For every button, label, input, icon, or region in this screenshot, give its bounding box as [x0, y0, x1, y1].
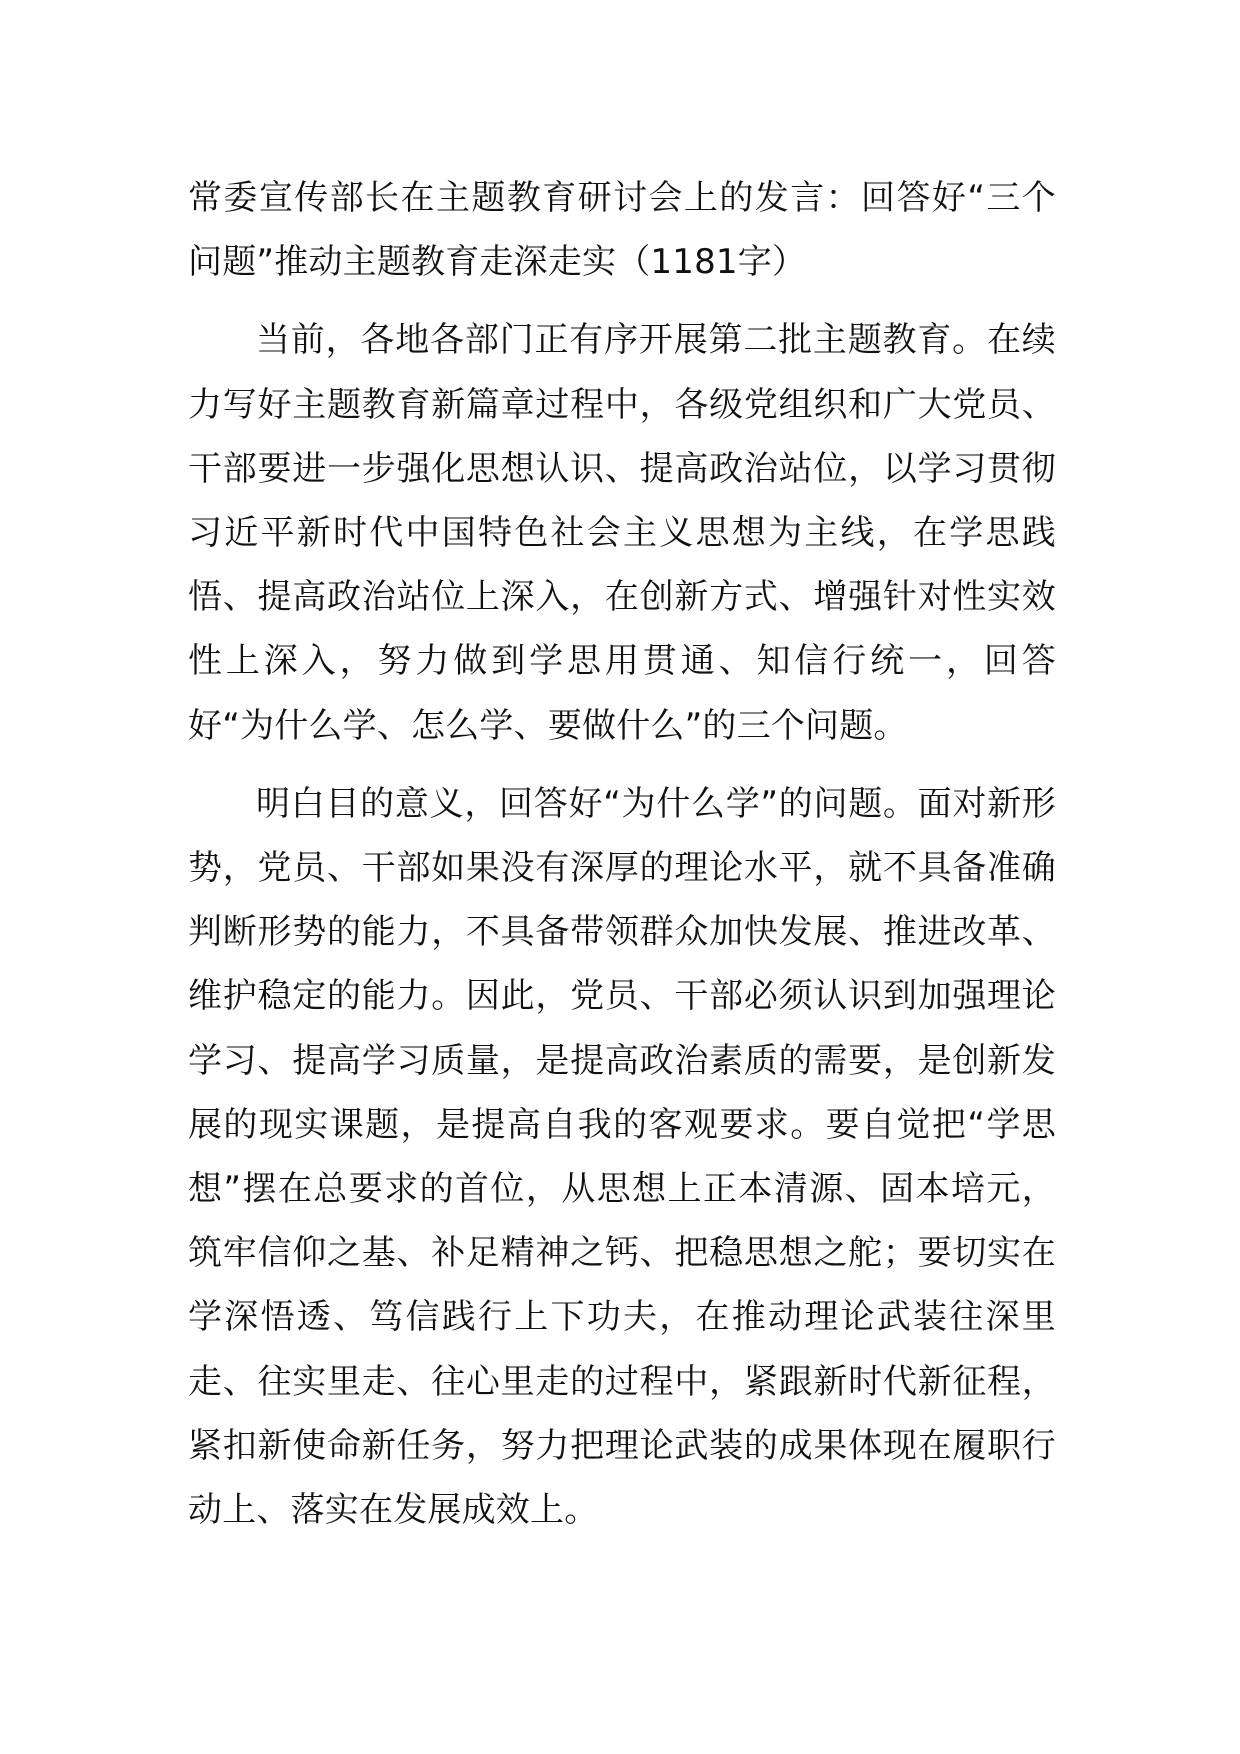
document-title: 常委宣传部长在主题教育研讨会上的发言：回答好“三个问题”推动主题教育走深走实（1181字） [188, 178, 1056, 283]
paragraph-why-learn: 明白目的意义，回答好“为什么学”的问题。面对新形势，党员、干部如果没有深厚的理论水平，就不具备准确判断形势的能力，不具备带领群众加快发展、推进改革、维护稳定的能力。因此，党员、干部必须认识到加强理论学习、提高学习质量，是提高政治素质的需要，是创新发展的现实课题，是提高自我的客观要求。要自觉把“学思想”摆在总要求的首位，从思想上正本清源、固本培元，筑牢信仰之基、补足精神之钙、把稳思想之舵；要切实在学深悟透、笃信践行上下功夫，在推动理论武装往深里走、往实里走、往心里走的过程中，紧跟新时代新征程，紧扣新使命新任务，努力把理论武装的成果体现在履职行动上、落实在发展成效上。 [188, 783, 1056, 1531]
paragraph-intro: 当前，各地各部门正有序开展第二批主题教育。在续力写好主题教育新篇章过程中，各级党组织和广大党员、干部要进一步强化思想认识、提高政治站位，以学习贯彻习近平新时代中国特色社会主义思想为主线，在学思践悟、提高政治站位上深入，在创新方式、增强针对性实效性上深入，努力做到学思用贯通、知信行统一，回答好“为什么学、怎么学、要做什么”的三个问题。 [188, 320, 1056, 746]
document-body [188, 166, 1056, 1556]
